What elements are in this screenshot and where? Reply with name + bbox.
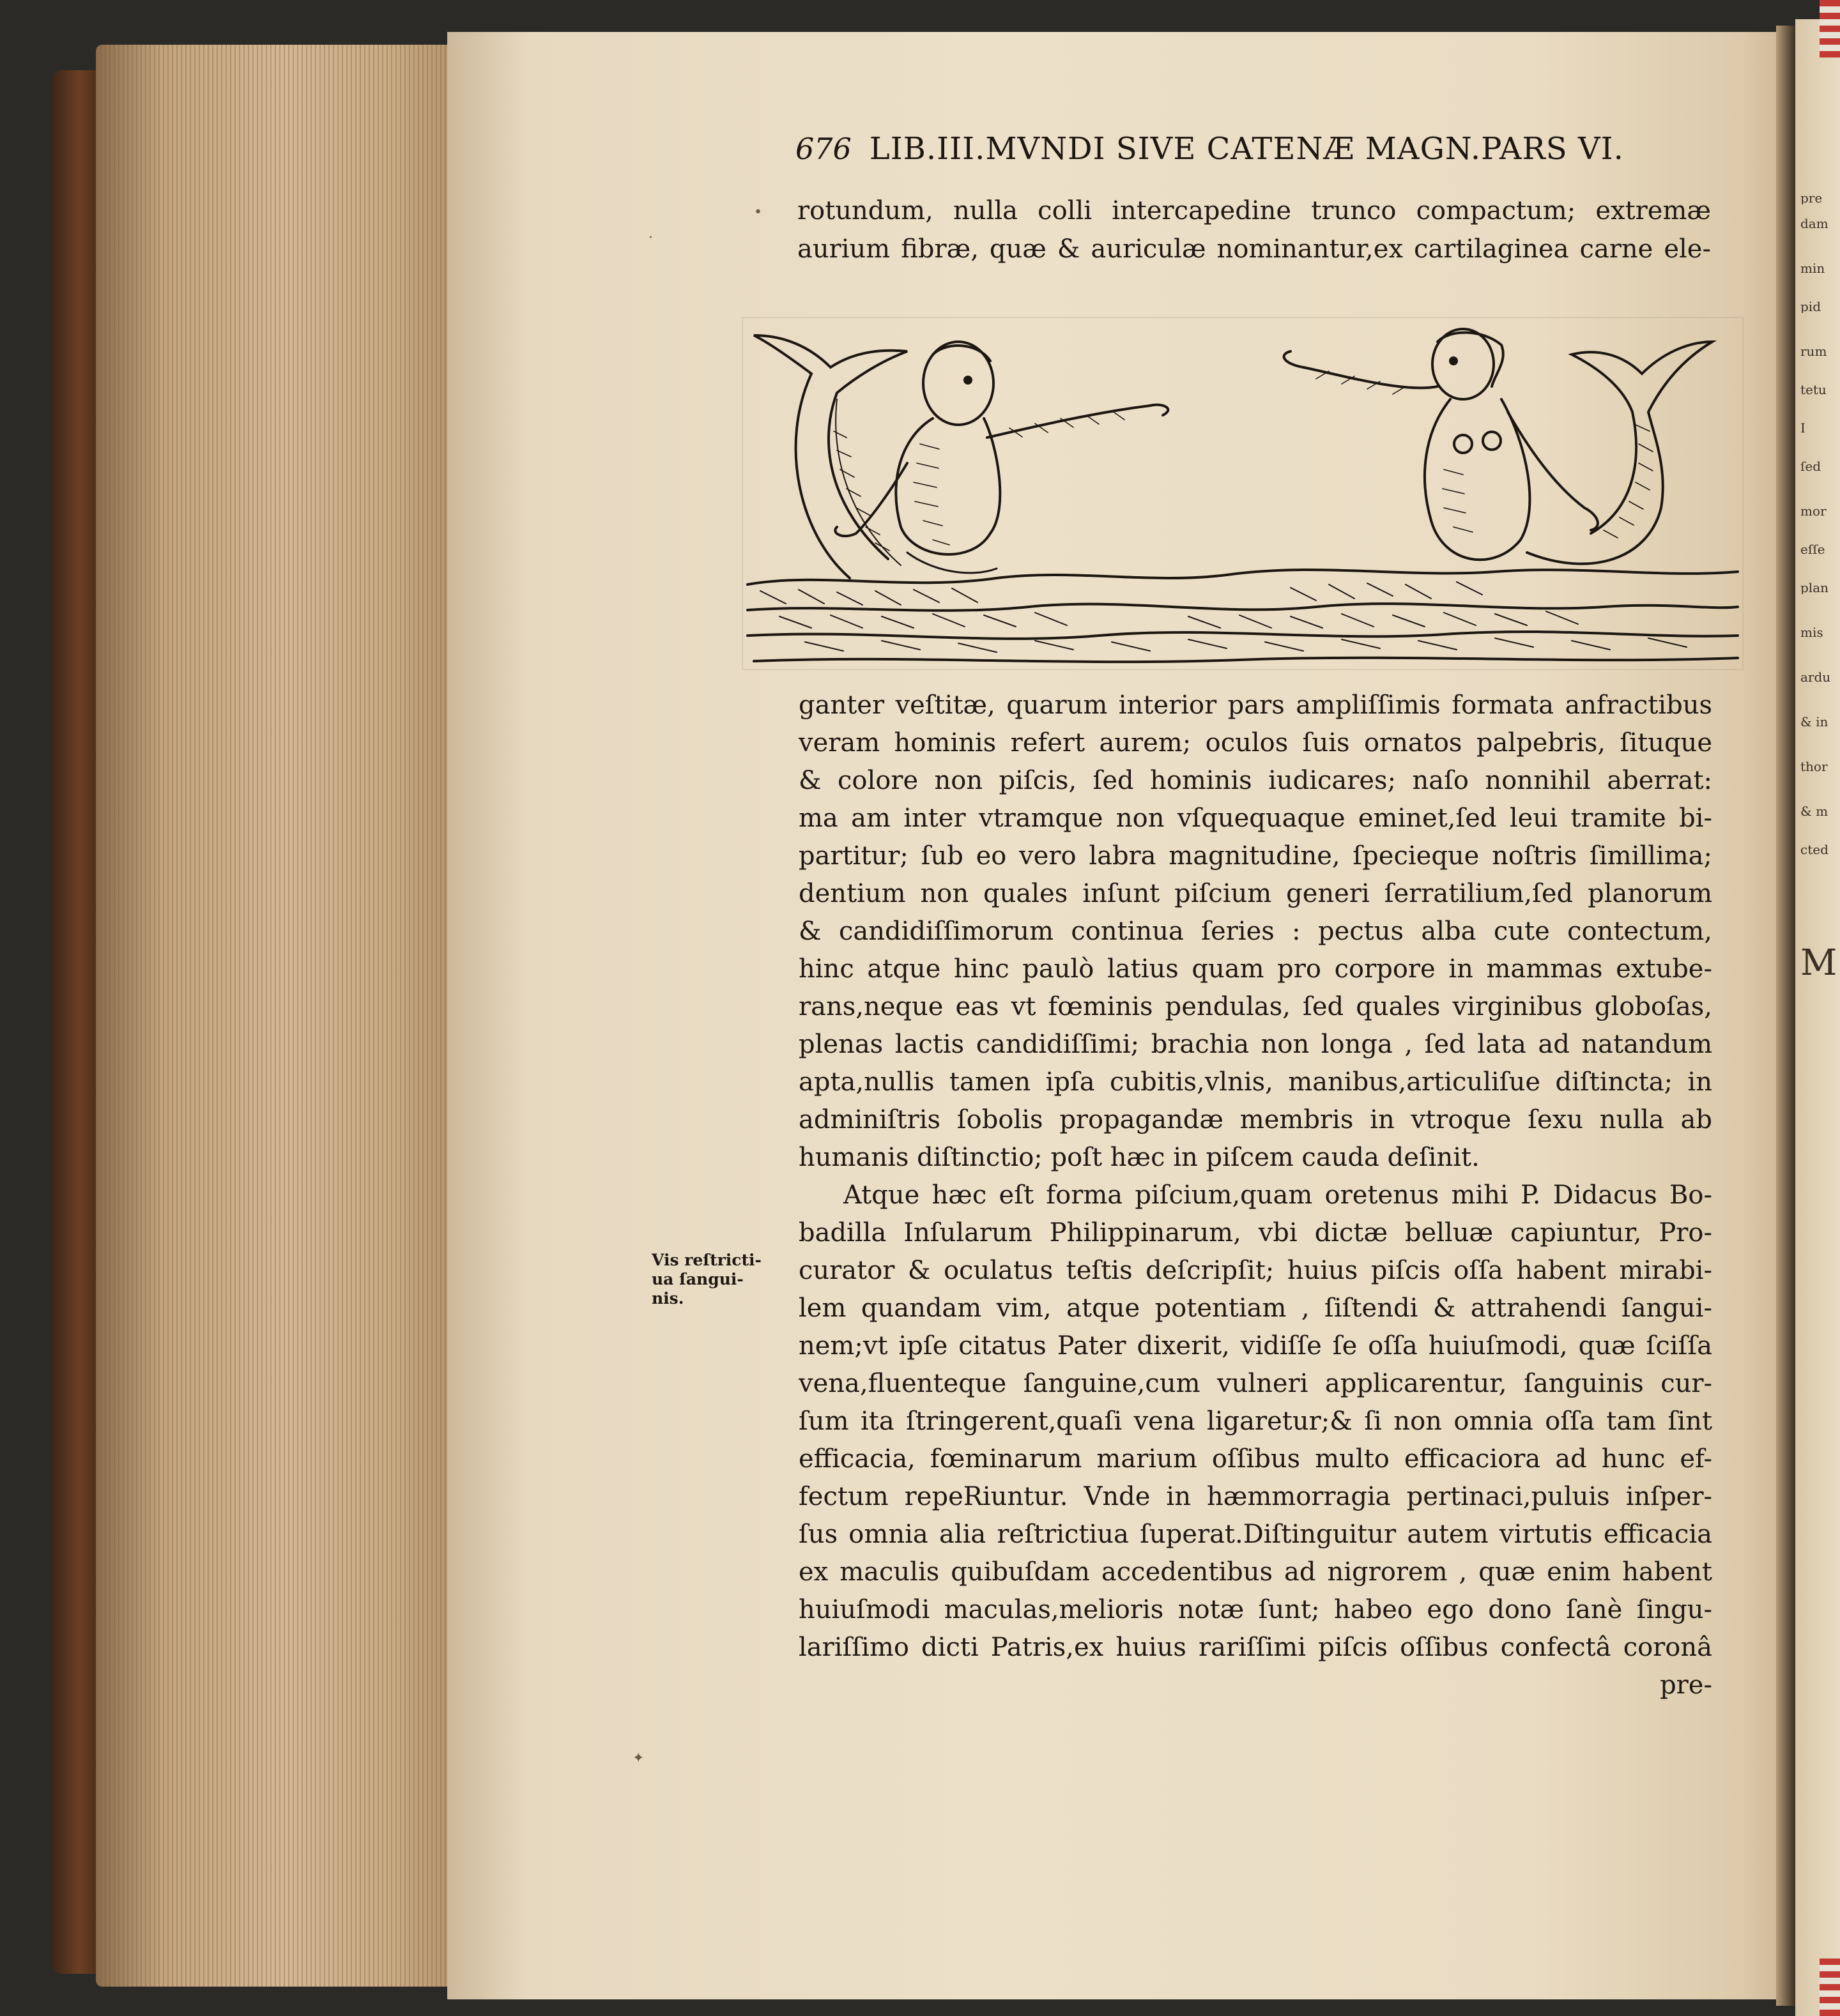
facing-page-fragment: dam xyxy=(1800,217,1828,230)
facing-page-fragment: cted xyxy=(1800,843,1828,856)
text-line: ex maculis quibuſdam accedentibus ad nigrorem , quæ enim habent xyxy=(799,1557,1712,1587)
facing-page-fragment: ardu xyxy=(1800,671,1831,683)
text-line: apta,nullis tamen ipſa cubitis,vlnis, manibus,articuliſue diſtincta; in xyxy=(799,1067,1712,1097)
text-line: lem quandam vim, atque potentiam , ſiſtendi & attrahendi ſangui- xyxy=(799,1294,1712,1323)
text-line: nem;vt ipſe citatus Pater dixerit, vidiſſe ſe oſſa huiuſmodi, quæ ſciſſa xyxy=(799,1331,1712,1361)
ribbon-marker-bottom xyxy=(1820,1959,1840,2016)
text-line: hinc atque hinc paulò latius quam pro corpore in mammas extube- xyxy=(799,954,1712,984)
text-line: aurium fibræ, quæ & auriculæ nominantur,ex cartilaginea carne ele- xyxy=(797,234,1711,264)
text-line: efficacia, fœminarum marium oſſibus multo efficaciora ad hunc ef- xyxy=(799,1444,1712,1474)
catchword: pre- xyxy=(1660,1670,1712,1700)
text-line: badilla Inſularum Philippinarum, vbi dictæ belluæ capiuntur, Pro- xyxy=(799,1218,1712,1248)
facing-page-fragment: mor xyxy=(1800,505,1827,517)
running-title: LIB.III.MVNDI SIVE CATENÆ MAGN.PARS VI. xyxy=(869,131,1624,167)
facing-page-fragment: thor xyxy=(1800,760,1828,773)
facing-page-fragment: I xyxy=(1800,422,1805,434)
text-line: ſus omnia alia reſtrictiua ſuperat.Diſtinguitur autem virtutis efficacia xyxy=(799,1520,1712,1549)
margin-note-line: Vis reſtricti- xyxy=(652,1251,762,1269)
text-line: partitur; ſub eo vero labra magnitudine, ſpecieque noſtris ſimillima; xyxy=(799,841,1712,871)
facing-page-fragment: tetu xyxy=(1800,383,1827,396)
text-line: ma am inter vtramque non vſquequaque eminet,ſed leui tramite bi- xyxy=(799,804,1712,833)
text-line: rotundum, nulla colli intercapedine trunco compactum; extremæ xyxy=(797,196,1711,225)
facing-page-fragment: & m xyxy=(1800,805,1828,818)
page-block-edges xyxy=(96,45,466,1987)
text-line: lariſſimo dicti Patris,ex huius rariſſimi piſcis oſſibus confectâ coronâ xyxy=(799,1633,1712,1662)
ink-mark: • xyxy=(754,204,762,220)
facing-page-fragment: plan xyxy=(1800,581,1829,594)
text-line: ganter veſtitæ, quarum interior pars ampliſſimis formata anfractibus xyxy=(799,691,1712,720)
page-number: 676 xyxy=(795,132,852,166)
woodcut-illustration xyxy=(741,316,1744,671)
facing-page-fragment: ſed xyxy=(1800,460,1821,473)
text-line: veram hominis refert aurem; oculos ſuis ornatos palpebris, ſituque xyxy=(799,728,1712,758)
text-line: curator & oculatus teſtis deſcripſit; huius piſcis oſſa habent mirabi- xyxy=(799,1256,1712,1285)
facing-page-fragment: & in xyxy=(1800,715,1828,728)
margin-note-line: nis. xyxy=(652,1289,684,1308)
text-line: dentium non quales inſunt piſcium generi ſerratilium,ſed planorum xyxy=(799,879,1712,908)
text-line: fectum repeRiuntur. Vnde in hæmmorragia pertinaci,puluis inſper- xyxy=(799,1482,1712,1511)
text-line: adminiſtris ſobolis propagandæ membris in vtroque ſexu nulla ab xyxy=(799,1105,1712,1134)
text-line: Atque hæc eſt forma piſcium,quam oretenus mihi P. Didacus Bo- xyxy=(843,1180,1712,1210)
facing-page-fragment: pre xyxy=(1800,192,1823,204)
text-line: humanis diſtinctio; poſt hæc in piſcem cauda deſinit. xyxy=(799,1143,1480,1172)
ink-mark: · xyxy=(648,230,653,246)
text-line: ſum ita ſtringerent,quaſi vena ligaretur;& ſi non omnia oſſa tam ſint xyxy=(799,1407,1712,1436)
facing-page-fragment: M xyxy=(1800,945,1837,981)
text-line: vena,fluenteque ſanguine,cum vulneri applicarentur, ſanguinis cur- xyxy=(799,1369,1712,1398)
facing-page-fragment: mis xyxy=(1800,626,1823,639)
facing-page-fragment: min xyxy=(1800,262,1825,275)
text-line: plenas lactis candidiſſimi; brachia non longa , ſed lata ad natandum xyxy=(799,1030,1712,1059)
facing-page-fragment: pid xyxy=(1800,300,1821,313)
margin-note xyxy=(652,1251,786,1308)
facing-page-fragment: rum xyxy=(1800,345,1827,358)
body-text-block xyxy=(799,687,1712,1704)
text-line: & colore non piſcis, ſed hominis iudicares; naſo nonnihil aberrat: xyxy=(799,766,1712,795)
facing-page xyxy=(1795,19,1840,2016)
ink-mark: ✦ xyxy=(632,1750,645,1766)
running-head xyxy=(795,131,1728,176)
text-line: & candidiſſimorum continua ſeries : pectus alba cute contectum, xyxy=(799,917,1712,946)
top-text-block xyxy=(797,192,1711,268)
ribbon-marker-top xyxy=(1820,0,1840,57)
text-line: rans,neque eas vt fœminis pendulas, ſed quales virginibus globoſas, xyxy=(799,992,1712,1021)
book-gutter xyxy=(1776,26,1795,2006)
text-line: huiuſmodi maculas,melioris notæ ſunt; habeo ego dono ſanè ſingu- xyxy=(799,1595,1712,1624)
facing-page-fragment: eſſe xyxy=(1800,543,1825,556)
margin-note-line: ua ſangui- xyxy=(652,1270,744,1288)
